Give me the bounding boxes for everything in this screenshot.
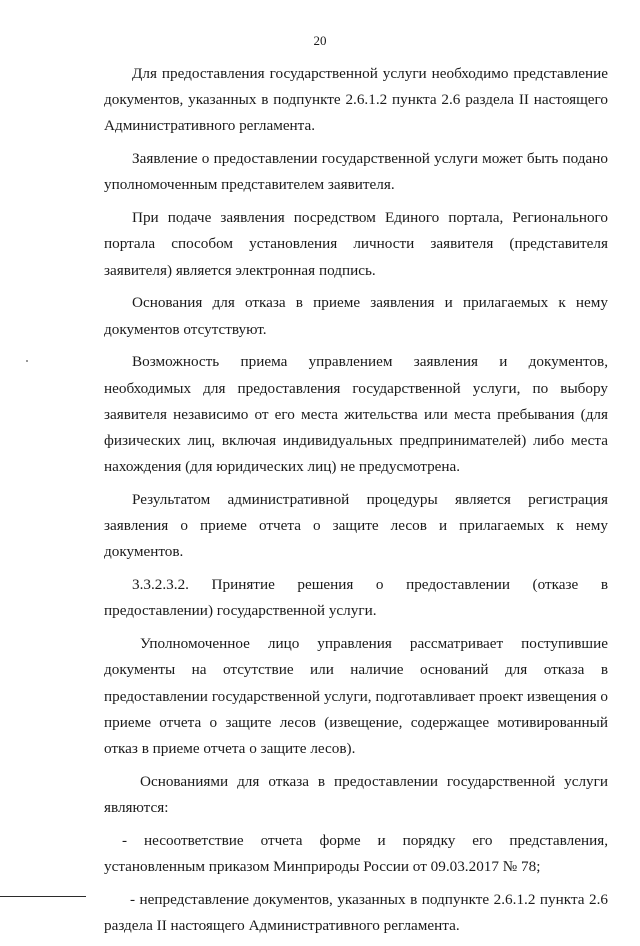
document-body: [104, 61, 608, 946]
paragraph-section-heading: 3.3.2.3.2. Принятие решения о предоставлении (отказе в предоставлении) государственной услуги.: [104, 576, 608, 620]
scan-artifact: [26, 360, 28, 362]
paragraph-representative: Заявление о предоставлении государственной услуги может быть подано уполномоченным представителем заявителя.: [104, 150, 608, 194]
page-number: 20: [313, 33, 327, 48]
paragraph-refusal-grounds-intro: Основаниями для отказа в предоставлении государственной услуги являются:: [104, 772, 608, 817]
paragraph-no-refusal-grounds: Основания для отказа в приеме заявления и прилагаемых к нему документов отсутствуют.: [104, 294, 608, 338]
paragraph-procedure-result: Результатом административной процедуры является регистрация заявления о приеме отчета о защите лесов и прилагаемых к нему документов.: [104, 491, 608, 561]
list-item-nonsubmission: - непредставление документов, указанных в подпункте 2.6.1.2 пункта 2.6 раздела II настоящего Административного регламента.: [104, 890, 608, 935]
list-item-nonconformity: - несоответствие отчета форме и порядку его представления, установленным приказом Минприроды России от 09.03.2017 № 78;: [104, 831, 608, 876]
paragraph-authorized-person: Уполномоченное лицо управления рассматривает поступившие документы на отсутствие или наличие оснований для отказа в предоставлении государственной услуги, подготавливает проект извещения о приеме отчета о защите лесов (извещение, содержащее мотивированный отказ в приеме отчета о защите лесов).: [104, 635, 608, 758]
paragraph-place-of-residence: Возможность приема управлением заявления и документов, необходимых для предоставления государственной услуги, по выбору заявителя независимо от его места жительства или места пребывания (для физических лиц, включая индивидуальных предпринимателей) либо места нахождения (для юридических лиц) не предусмотрена.: [104, 353, 608, 476]
paragraph-electronic-signature: При подаче заявления посредством Единого портала, Регионального портала способом установления личности заявителя (представителя заявителя) является электронная подпись.: [104, 209, 608, 279]
footer-rule: [0, 896, 86, 897]
paragraph-documents-required: Для предоставления государственной услуги необходимо представление документов, указанных в подпункте 2.6.1.2 пункта 2.6 раздела II настоящего Административного регламента.: [104, 65, 608, 135]
